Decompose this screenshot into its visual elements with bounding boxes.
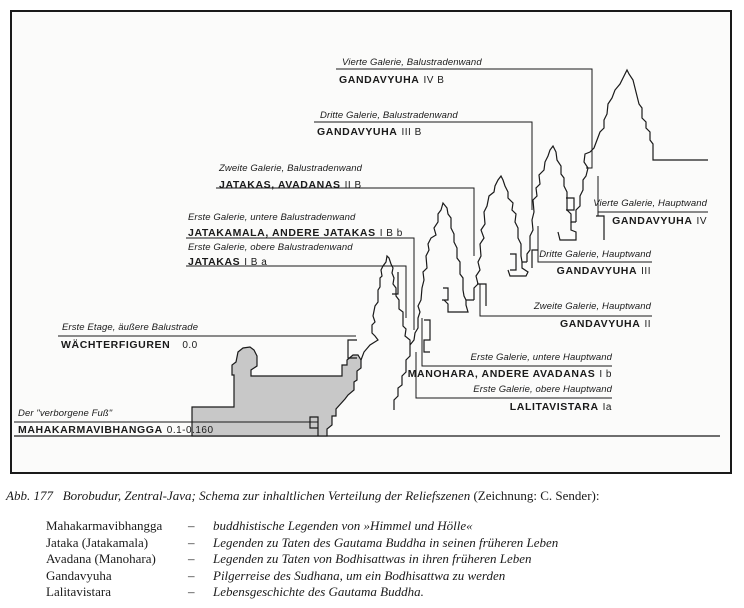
leader-iv — [598, 176, 708, 216]
label-iib-code: II B — [344, 180, 362, 191]
label-iv-gallery: Vierte Galerie, Hauptwand — [593, 198, 707, 209]
legend-term: Mahakarmavibhangga — [46, 518, 163, 533]
label-ia-name — [510, 402, 612, 413]
legend-dash: – — [188, 567, 195, 583]
label-ib-name — [408, 369, 612, 380]
label-ii-title: GANDAVYUHA — [559, 318, 641, 330]
bracket-iib — [442, 288, 448, 300]
label-iba-name — [188, 257, 267, 268]
legend-definition: buddhistische Legenden von »Himmel und Hölle« — [213, 518, 473, 533]
legend-dash: – — [188, 518, 195, 533]
label-iba-gallery: Erste Galerie, obere Balustradenwand — [188, 242, 353, 253]
label-iv-name — [612, 216, 707, 227]
stupa-steps-4 — [558, 222, 576, 240]
caption-text: Borobudur, Zentral-Java; Schema zur inhaltlichen Verteilung der Reliefszenen — [62, 488, 471, 503]
label-foot-title: MAHAKARMAVIBHANGGA — [18, 424, 163, 436]
legend-term: Lalitavistara — [46, 584, 111, 599]
legend-definition: Lebensgeschichte des Gautama Buddha. — [213, 584, 424, 599]
label-iiib-gallery: Dritte Galerie, Balustradenwand — [320, 110, 458, 121]
label-ibb-title: JATAKAMALA, ANDERE JATAKAS — [188, 227, 376, 239]
label-iib-title: JATAKAS, AVADANAS — [219, 179, 341, 191]
label-oo-name — [61, 340, 198, 351]
label-ib-code: I b — [599, 369, 612, 380]
caption-credit: (Zeichnung: C. Sender): — [473, 488, 600, 503]
legend-dash: – — [188, 551, 195, 566]
figure-caption — [6, 488, 599, 504]
label-iiib-code: III B — [401, 127, 422, 138]
label-foot-name — [18, 425, 214, 436]
label-iiib-name — [317, 127, 422, 138]
label-ia-title: LALITAVISTARA — [509, 401, 599, 413]
label-ib-title: MANOHARA, ANDERE AVADANAS — [407, 368, 596, 380]
legend-term: Jataka (Jatakamala) — [46, 534, 149, 550]
bracket-iii — [532, 250, 538, 268]
label-oo-code: 0.0 — [182, 340, 198, 351]
label-iiib-title: GANDAVYUHA — [317, 126, 398, 138]
label-iib-name — [219, 180, 362, 191]
label-ivb-code: IV B — [423, 75, 445, 86]
legend-term: Avadana (Manohara) — [46, 551, 156, 566]
bracket-ib — [424, 320, 430, 352]
bracket-iv — [596, 216, 604, 240]
label-ii-gallery: Zweite Galerie, Hauptwand — [533, 301, 651, 312]
label-ii-name — [560, 319, 651, 330]
label-ivb-title: GANDAVYUHA — [339, 74, 420, 86]
legend-term: Gandavyuha — [46, 567, 112, 583]
label-iii-code: III — [641, 266, 651, 277]
legend-dash: – — [188, 584, 195, 599]
label-iba-title: JATAKAS — [188, 256, 241, 268]
label-iib-gallery: Zweite Galerie, Balustradenwand — [219, 163, 363, 174]
label-iii-gallery: Dritte Galerie, Hauptwand — [539, 249, 651, 260]
label-iii-title: GANDAVYUHA — [556, 265, 638, 277]
label-oo-gallery: Erste Etage, äußere Balustrade — [62, 322, 199, 333]
label-ibb-gallery: Erste Galerie, untere Balustradenwand — [188, 212, 356, 223]
label-oo-title: WÄCHTERFIGUREN — [61, 339, 171, 351]
hidden-foot-shape — [192, 347, 361, 436]
label-ivb-gallery: Vierte Galerie, Balustradenwand — [342, 57, 482, 68]
label-foot-code: 0.1-0.160 — [166, 425, 214, 436]
legend-dash: – — [188, 534, 195, 550]
label-iv-title: GANDAVYUHA — [612, 215, 693, 227]
label-ia-gallery: Erste Galerie, obere Hauptwand — [473, 384, 612, 395]
label-iii-name — [557, 266, 651, 277]
label-ibb-code: I B b — [379, 228, 403, 239]
legend-definition: Pilgerreise des Sudhana, um ein Bodhisattwa zu werden — [213, 567, 506, 583]
label-ia-code: Ia — [602, 402, 612, 413]
leader-iba — [186, 266, 406, 318]
stupa-steps-2 — [444, 300, 468, 312]
label-ibb-name — [188, 228, 403, 239]
figure-number: Abb. 177 — [6, 488, 53, 503]
label-foot-gallery: Der "verborgene Fuß" — [18, 408, 113, 419]
label-iv-code: IV — [696, 216, 707, 227]
label-ii-code: II — [644, 319, 651, 330]
label-ivb-name — [339, 75, 444, 86]
legend-definition: Legenden zu Taten von Bodhisattwas in ihren früheren Leben — [213, 551, 532, 566]
legend-definition: Legenden zu Taten des Gautama Buddha in seinen früheren Leben — [213, 534, 559, 550]
label-iba-code: I B a — [244, 257, 268, 268]
label-ib-gallery: Erste Galerie, untere Hauptwand — [470, 352, 612, 363]
bracket-ii — [477, 284, 486, 306]
bracket-iiib — [510, 254, 516, 270]
stupa-steps-3 — [508, 262, 528, 276]
